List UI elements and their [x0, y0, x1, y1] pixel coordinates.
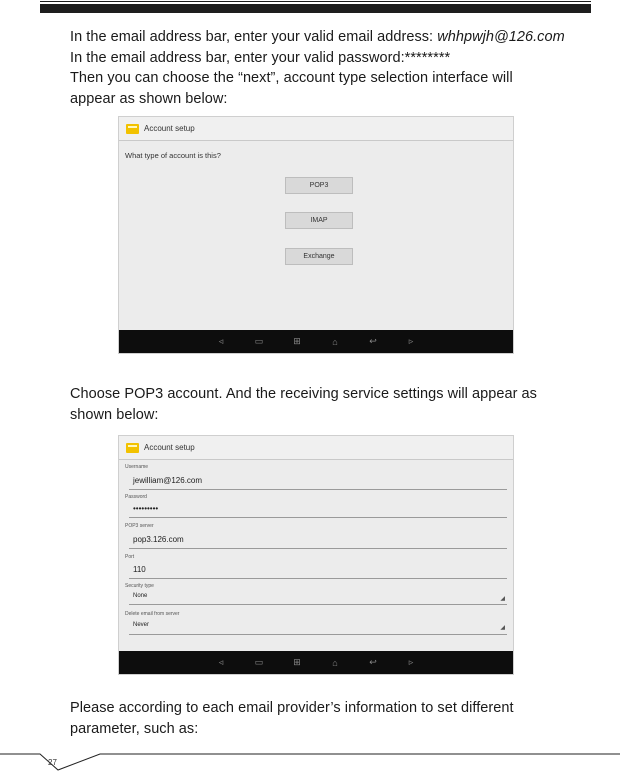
port-field[interactable]	[125, 554, 507, 582]
username-field[interactable]	[125, 464, 507, 492]
volume-down-icon[interactable]: ◃	[218, 657, 224, 667]
intro-line-4: appear as shown below:	[70, 90, 228, 107]
middle-line-1: Choose POP3 account. And the receiving service settings will appear as	[70, 386, 537, 402]
back-icon[interactable]: ▭	[254, 657, 264, 667]
field-underline	[129, 489, 507, 490]
recent-apps-icon[interactable]: ⊞	[293, 336, 301, 346]
field-label: Delete email from server	[125, 611, 180, 617]
security-type-select[interactable]	[125, 582, 507, 608]
volume-up-icon[interactable]: ▹	[408, 657, 414, 667]
exchange-button[interactable]: Exchange	[285, 248, 353, 265]
field-label: Password	[125, 494, 147, 500]
intro-line-2: In the email address bar, enter your valid password:********	[70, 49, 451, 66]
intro-line-3: Then you can choose the “next”, account type selection interface will	[70, 70, 513, 86]
header-rule	[40, 4, 591, 13]
security-type-value: None	[133, 593, 148, 599]
email-app-icon	[126, 443, 139, 453]
closing-paragraph	[70, 698, 514, 739]
system-nav-bar	[119, 330, 513, 353]
intro-line-1-text: In the email address bar, enter your valid email address:	[70, 29, 434, 45]
email-app-icon	[126, 124, 139, 134]
pop3-server-field[interactable]	[125, 522, 507, 550]
intro-line-1	[70, 27, 565, 48]
home-icon[interactable]: ⌂	[332, 657, 338, 668]
middle-line-2: shown below:	[70, 406, 159, 423]
field-underline	[129, 578, 507, 579]
dropdown-corner-icon: ◢	[500, 596, 505, 602]
field-label: Security type	[125, 583, 154, 589]
field-label: POP3 server	[125, 523, 154, 529]
volume-up-icon[interactable]: ▹	[408, 336, 414, 346]
screen-title: Account setup	[144, 124, 195, 133]
volume-down-icon[interactable]: ◃	[218, 336, 224, 346]
delete-email-value: Never	[133, 622, 150, 628]
password-field[interactable]	[125, 494, 507, 522]
password-value: •••••••••	[133, 504, 159, 513]
field-label: Username	[125, 464, 149, 470]
middle-paragraph	[70, 384, 537, 425]
dropdown-corner-icon: ◢	[500, 625, 505, 631]
field-underline	[129, 604, 507, 605]
footer-rule	[0, 750, 620, 773]
account-type-question: What type of account is this?	[125, 151, 221, 160]
screen-title: Account setup	[144, 443, 195, 452]
title-bar	[119, 436, 513, 460]
system-nav-bar	[119, 651, 513, 674]
return-icon[interactable]: ↩	[369, 657, 377, 667]
incoming-settings-screenshot	[118, 435, 514, 675]
field-underline	[129, 517, 507, 518]
home-icon[interactable]: ⌂	[332, 336, 338, 347]
pop3-button[interactable]: POP3	[285, 177, 353, 194]
intro-paragraph	[70, 27, 565, 109]
return-icon[interactable]: ↩	[369, 336, 377, 346]
closing-line-2: parameter, such as:	[70, 720, 199, 737]
field-underline	[129, 548, 507, 549]
closing-line-1: Please according to each email provider’s information to set different	[70, 700, 514, 716]
recent-apps-icon[interactable]: ⊞	[293, 657, 301, 667]
example-email: whhpwjh@126.com	[437, 29, 565, 45]
back-icon[interactable]: ▭	[254, 336, 264, 346]
username-value: jewilliam@126.com	[133, 476, 203, 485]
account-type-screenshot	[118, 116, 514, 354]
field-label: Port	[125, 554, 135, 560]
delete-email-select[interactable]	[125, 610, 507, 636]
title-bar	[119, 117, 513, 141]
field-underline	[129, 634, 507, 635]
header-rule-thin	[40, 1, 591, 2]
imap-button[interactable]: IMAP	[285, 212, 353, 229]
port-value: 110	[133, 565, 146, 574]
page-number: 27	[48, 758, 57, 767]
pop3-server-value: pop3.126.com	[133, 535, 184, 544]
